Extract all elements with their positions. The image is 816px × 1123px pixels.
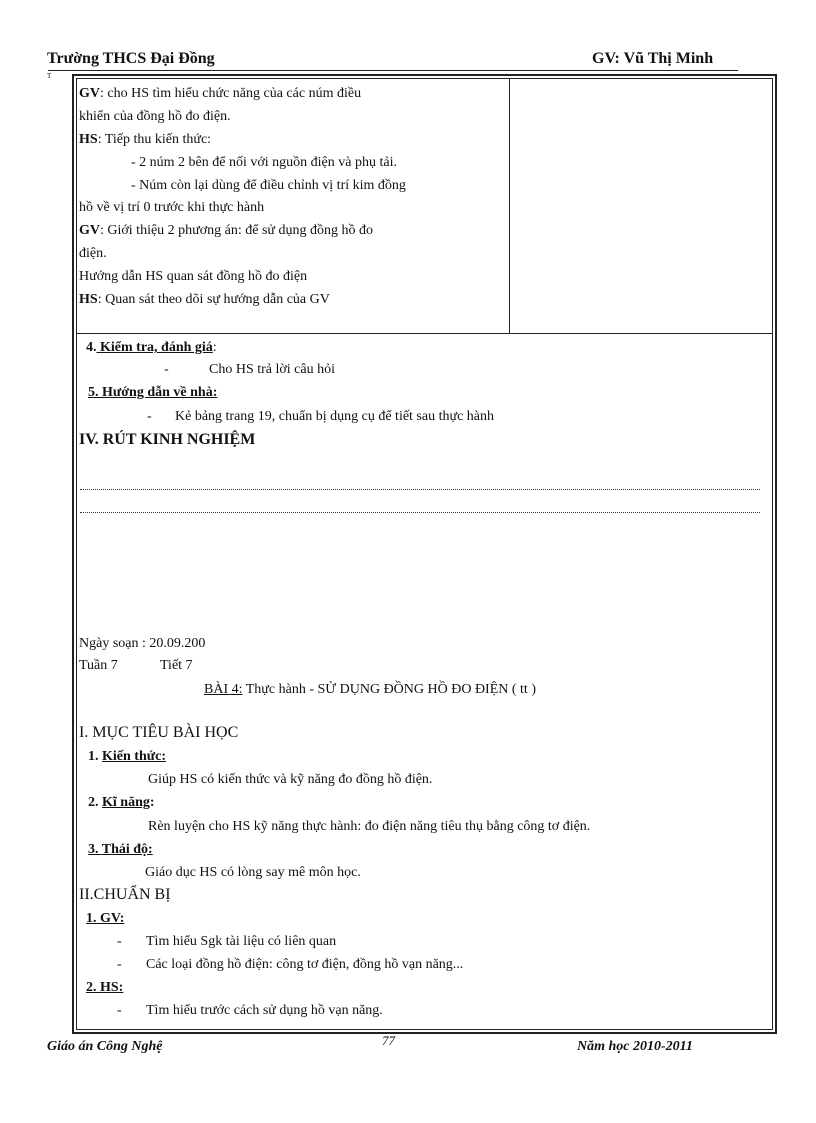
table-line: Hướng dẫn HS quan sát đồng hồ đo điện [79,269,308,284]
gv-prep-heading: 1. GV: [86,911,125,926]
gv-prep-item: Tìm hiểu Sgk tài liệu có liên quan [146,934,337,949]
teacher-name: GV: Vũ Thị Minh [592,50,714,67]
knowledge-heading: 1. Kiến thức: [88,749,167,764]
attitude-heading: 3. Thái độ: [88,842,153,857]
section-5-item: Kẻ bảng trang 19, chuẩn bị dụng cụ để tiết sau thực hành [175,409,494,424]
skills-heading: 2. Kĩ năng: [88,795,155,810]
gv-prep-item: Các loại đồng hồ điện: công tơ điện, đồng hồ vạn năng... [146,957,464,972]
section-4-heading: 4. Kiểm tra, đánh giá: [86,340,217,355]
skills-text: Rèn luyện cho HS kỹ năng thực hành: đo điện năng tiêu thụ bằng công tơ điện. [148,819,591,834]
table-line: hồ về vị trí 0 trước khi thực hành [79,200,265,215]
table-line: khiển của đồng hồ đo điện. [79,109,231,124]
section-iv-heading: IV. RÚT KINH NGHIỆM [79,431,256,448]
section-5-dash: - [147,409,152,424]
list-dash: - [117,1003,122,1018]
table-line: GV: Giới thiệu 2 phương án: để sử dụng đồng hồ đo [79,223,374,238]
knowledge-text: Giúp HS có kiến thức và kỹ năng đo đồng hồ điện. [148,772,433,787]
table-line: - 2 núm 2 bên để nối với nguồn điện và phụ tải. [131,155,397,170]
notes-dotted-line [80,512,760,513]
table-line: điện. [79,246,107,261]
objectives-heading: I. MỤC TIÊU BÀI HỌC [79,724,239,741]
table-line: HS: Quan sát theo dõi sự hướng dẫn của GV [79,292,330,307]
page-number: 77 [382,1033,395,1048]
week-label: Tuần 7 [79,658,118,673]
section-4-item: Cho HS trả lời câu hỏi [209,362,335,377]
section-4-dash: - [164,362,169,377]
footer-year: Năm học 2010-2011 [577,1039,693,1054]
table-line: - Núm còn lại dùng để điều chỉnh vị trí kim đồng [131,178,406,193]
hs-prep-heading: 2. HS: [86,980,124,995]
period-label: Tiết 7 [160,658,193,673]
preparation-heading: II.CHUẨN BỊ [79,886,171,903]
corner-mark: T [47,72,52,80]
table-line: GV: cho HS tìm hiểu chức năng của các núm điều [79,86,362,101]
attitude-text: Giáo dục HS có lòng say mê môn học. [145,865,361,880]
list-dash: - [117,934,122,949]
hs-prep-item: Tìm hiểu trước cách sử dụng hồ vạn năng. [146,1003,383,1018]
lesson-title: BÀI 4: Thực hành - SỬ DỤNG ĐỒNG HỒ ĐO ĐIỆN ( tt ) [204,682,536,697]
list-dash: - [117,957,122,972]
header-rule [48,70,738,71]
notes-dotted-line [80,489,760,490]
table-column-divider [509,78,510,334]
table-line: HS: Tiếp thu kiến thức: [79,132,212,147]
school-name: Trường THCS Đại Đồng [47,50,215,67]
footer-subject: Giáo án Công Nghệ [47,1039,163,1054]
prep-date: Ngày soạn : 20.09.200 [79,636,206,651]
section-5-heading: 5. Hướng dẫn về nhà: [88,385,218,400]
